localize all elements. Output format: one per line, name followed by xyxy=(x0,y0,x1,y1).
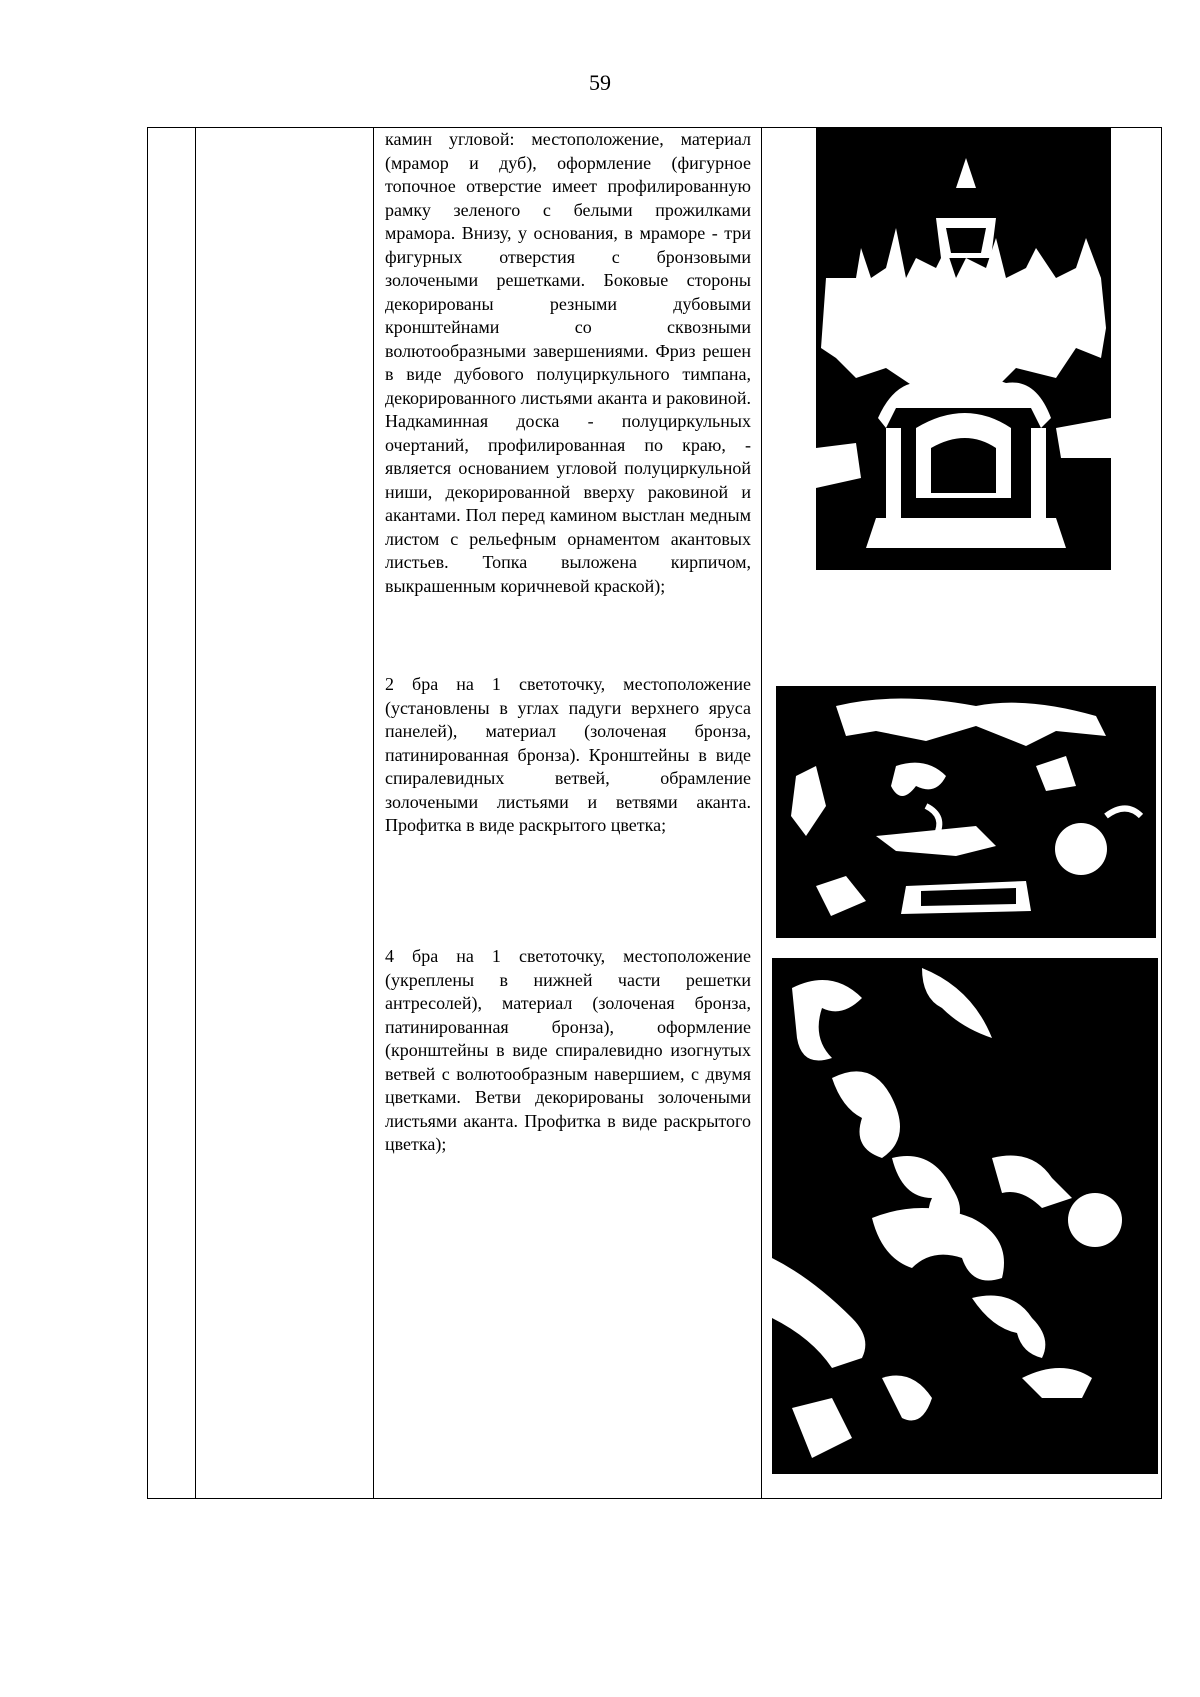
sconce-2-description: 2 бра на 1 светоточку, местоположение (установлены в углах падуги верхнего яруса панелей), материал (золоченая бронза, патинированная бронза). Кронштейны в виде спиралевидных ветвей, обрамление золочеными листьями и ветвями аканта. Профитка в виде раскрытого цветка; xyxy=(385,674,751,835)
photo-cell xyxy=(762,128,1162,1499)
fireplace-description: камин угловой: местоположение, материал (мрамор и дуб), оформление (фигурное топочное отверстие имеет профилированную рамку зеленого с белыми прожилками мрамора. Внизу, у основания, в мраморе - три фигурных отверстия с бронзовыми золочеными решетками. Боковые стороны декорированы резными дубовыми кронштейнами со сквозными волютообразными завершениями. Фриз решен в виде дубового полуциркульного тимпана, декорированного листьями аканта и раковиной. Надкаминная доска - полуциркульных очертаний, профилированная по краю, - является основанием угловой полуциркульной ниши, декорированной вверху раковиной и акантами. Пол перед камином выстлан медным листом с рельефным орнаментом акантовых листьев. Топка выложена кирпичом, выкрашенным коричневой краской); xyxy=(385,129,751,596)
fireplace-photo xyxy=(816,128,1111,570)
page-number: 59 xyxy=(589,70,611,95)
name-cell xyxy=(196,128,374,1499)
number-cell xyxy=(148,128,196,1499)
description-cell xyxy=(374,128,762,1499)
sconce-4-description: 4 бра на 1 светоточку, местоположение (укреплены в нижней части решетки антресолей), материал (золоченая бронза, патинированная бронза), оформление (кронштейны в виде спиралевидно изогнутых ветвей с волютообразным навершием, с двумя цветками. Ветви декорированы золочеными листьями аканта. Профитка в виде раскрытого цветка); xyxy=(385,946,751,1154)
inventory-table xyxy=(147,127,1162,1499)
table-row xyxy=(148,128,1162,1499)
sconce-2-photo xyxy=(776,686,1156,938)
sconce-4-photo xyxy=(772,958,1158,1474)
